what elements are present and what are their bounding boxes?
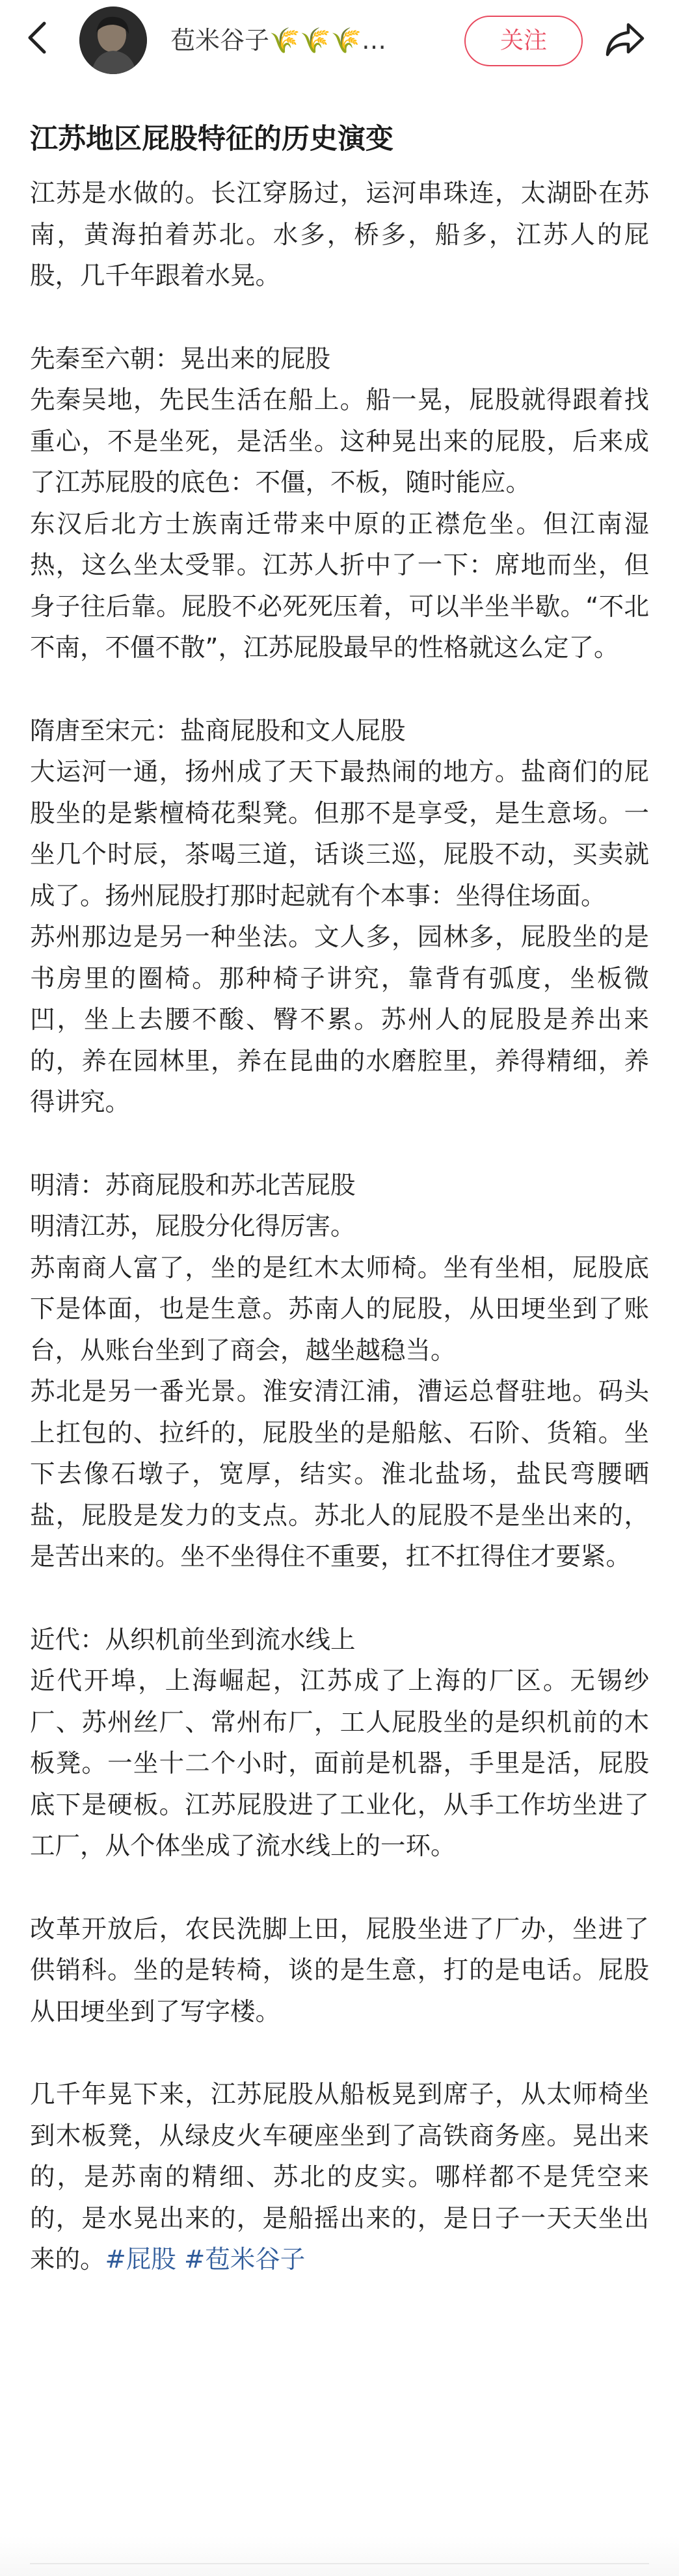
article-title: 江苏地区屁股特征的历史演变: [30, 123, 393, 155]
section-heading: 隋唐至宋元：盐商屁股和文人屁股: [30, 716, 406, 746]
author-name[interactable]: 苞米谷子🌾🌾🌾…: [170, 26, 386, 55]
section-paragraph: 苏南商人富了，坐的是红木太师椅。坐有坐相，屁股底下是体面，也是生意。苏南人的屁股，从田埂坐到了账台，从账台坐到了商会，越坐越稳当。: [30, 1253, 649, 1365]
section-paragraph: 大运河一通，扬州成了天下最热闹的地方。盐商们的屁股坐的是紫檀椅花梨凳。但那不是享受，是生意场。一坐几个时辰，茶喝三道，话谈三巡，屁股不动，买卖就成了。扬州屁股打那时起就有个本事：坐得住场面。: [30, 757, 649, 911]
conclusion-paragraph: [30, 2074, 649, 2281]
avatar-image: [79, 7, 147, 74]
conclusion-text: 几千年晃下来，江苏屁股从船板晃到席子，从太师椅坐到木板凳，从绿皮火车硬座坐到了高铁商务座。晃出来的，是苏南的精细、苏北的皮实。哪样都不是凭空来的，是水晃出来的，是船摇出来的，是日子一天天坐出来的。: [30, 2080, 649, 2274]
chevron-left-icon: [20, 18, 59, 57]
top-navigation-bar: [0, 0, 679, 79]
section-paragraph: 近代开埠，上海崛起，江苏成了上海的厂区。无锡纱厂、苏州丝厂、常州布厂，工人屁股坐的是织机前的木板凳。一坐十二个小时，面前是机器，手里是活，屁股底下是硬板。江苏屁股进了工业化，从手工作坊坐进了工厂，从个体坐成了流水线上的一环。: [30, 1666, 649, 1861]
user-avatar[interactable]: [79, 7, 147, 74]
section-heading: 明清：苏商屁股和苏北苦屁股: [30, 1170, 356, 1200]
share-button[interactable]: [604, 18, 646, 61]
paragraph-gap: [30, 1867, 649, 1909]
section-heading: 先秦至六朝：晃出来的屁股: [30, 344, 331, 374]
paragraph-gap: [30, 2032, 649, 2074]
bottom-divider: [30, 2563, 649, 2564]
paragraph-gap: [30, 1124, 649, 1165]
back-button[interactable]: [20, 18, 59, 57]
section-paragraph: 先秦吴地，先民生活在船上。船一晃，屁股就得跟着找重心，不是坐死，是活坐。这种晃出来的屁股，后来成了江苏屁股的底色：不僵，不板，随时能应。: [30, 386, 649, 497]
hashtag-link[interactable]: #苞米谷子: [184, 2245, 306, 2274]
follow-button[interactable]: 关注: [464, 16, 583, 66]
bottom-fade: [0, 2536, 679, 2576]
paragraph-gap: [30, 669, 649, 711]
section-paragraph: 东汉后北方士族南迁带来中原的正襟危坐。但江南湿热，这么坐太受罪。江苏人折中了一下：席地而坐，但身子往后靠。屁股不必死死压着，可以半坐半歇。“不北不南，不僵不散”，江苏屁股最早的性格就这么定了。: [30, 509, 649, 663]
paragraph-gap: [30, 1578, 649, 1620]
paragraph-gap: [30, 297, 649, 339]
section-paragraph: 明清江苏，屁股分化得厉害。: [30, 1212, 356, 1241]
share-arrow-icon: [604, 18, 646, 61]
intro-paragraph: 江苏是水做的。长江穿肠过，运河串珠连，太湖卧在苏南，黄海拍着苏北。水多，桥多，船多，江苏人的屁股，几千年跟着水晃。: [30, 179, 649, 291]
section-paragraph: 改革开放后，农民洗脚上田，屁股坐进了厂办，坐进了供销科。坐的是转椅，谈的是生意，打的是电话。屁股从田埂坐到了写字楼。: [30, 1914, 649, 2027]
article: [30, 118, 649, 2281]
hashtag-link[interactable]: #屁股: [105, 2245, 176, 2274]
section-heading: 近代：从织机前坐到流水线上: [30, 1625, 356, 1655]
section-paragraph: 苏州那边是另一种坐法。文人多，园林多，屁股坐的是书房里的圈椅。那种椅子讲究，靠背有弧度，坐板微凹，坐上去腰不酸、臀不累。苏州人的屁股是养出来的，养在园林里，养在昆曲的水磨腔里，养得精细，养得讲究。: [30, 923, 649, 1117]
section-paragraph: 苏北是另一番光景。淮安清江浦，漕运总督驻地。码头上扛包的、拉纤的，屁股坐的是船舷、石阶、货箱。坐下去像石墩子，宽厚，结实。淮北盐场，盐民弯腰晒盐，屁股是发力的支点。苏北人的屁股不是坐出来的，是苦出来的。坐不坐得住不重要，扛不扛得住才要紧。: [30, 1377, 649, 1571]
